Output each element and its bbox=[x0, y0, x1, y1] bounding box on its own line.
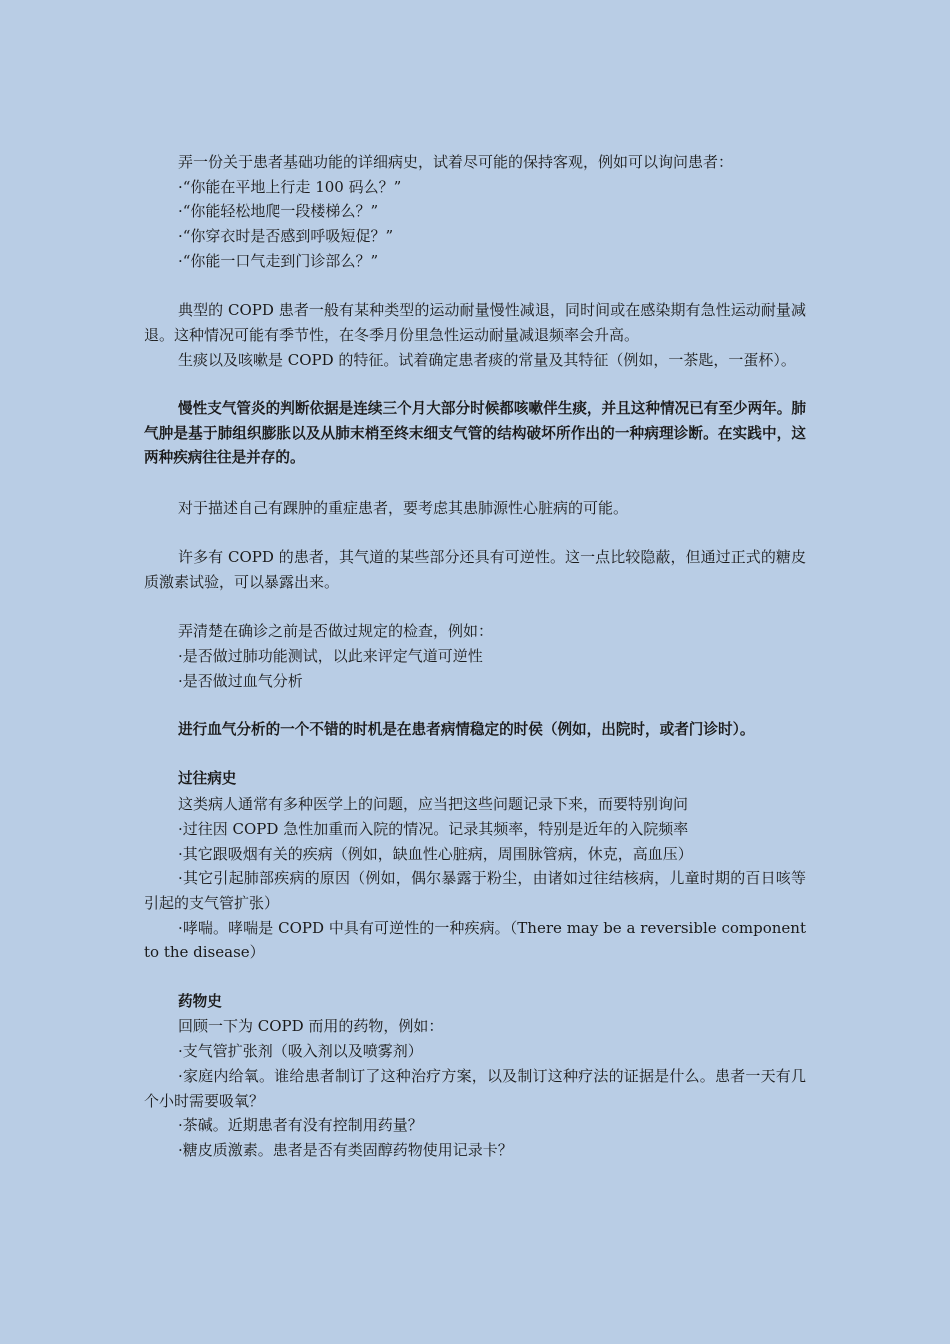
past-history-item: ·其它跟吸烟有关的疾病（例如，缺血性心脏病，周围脉管病，休克，高血压） bbox=[178, 844, 693, 863]
paragraph-copd-sputum: 生痰以及咳嗽是 COPD 的特征。试着确定患者痰的常量及其特征（例如，一茶匙，一蛋杯）。 bbox=[178, 350, 796, 369]
heading-drug-history: 药物史 bbox=[178, 992, 222, 1010]
question-item: ·“你能一口气走到门诊部么？” bbox=[178, 251, 379, 270]
question-item: ·“你穿衣时是否感到呼吸短促？” bbox=[178, 227, 394, 246]
paragraph-gap bbox=[144, 521, 806, 546]
question-item: ·“你能轻松地爬一段楼梯么？” bbox=[178, 202, 379, 221]
drug-history-item: ·茶碱。近期患者有没有控制用药量？ bbox=[178, 1116, 423, 1135]
past-history-item: ·哮喘。哮喘是 COPD 中具有可逆性的一种疾病。（There may be a reversible component to the disease） bbox=[144, 918, 806, 962]
checks-intro: 弄清楚在确诊之前是否做过规定的检查，例如： bbox=[178, 622, 494, 641]
drug-history-item: ·糖皮质激素。患者是否有类固醇药物使用记录卡？ bbox=[178, 1141, 513, 1159]
paragraph-copd-exercise: 典型的 COPD 患者一般有某种类型的运动耐量慢性减退，同时间或在感染期有急性运动耐量减退。这种情况可能有季节性，在冬季月份里急性运动耐量减退频率会升高。 bbox=[144, 301, 806, 344]
paragraph-gap bbox=[144, 471, 806, 496]
paragraph-reversibility: 许多有 COPD 的患者，其气道的某些部分还具有可逆性。这一点比较隐蔽，但通过正式的糖皮质激素试验，可以暴露出来。 bbox=[144, 548, 806, 591]
drug-history-item: ·支气管扩张剂（吸入剂以及喷雾剂） bbox=[178, 1042, 423, 1061]
drug-history-item: ·家庭内给氧。谁给患者制订了这种治疗方案，以及制订这种疗法的证据是什么。患者一天有几个小时需要吸氧？ bbox=[144, 1066, 806, 1110]
history-intro: 弄一份关于患者基础功能的详细病史，试着尽可能的保持客观，例如可以询问患者： bbox=[178, 153, 734, 171]
paragraph-gap bbox=[144, 743, 806, 768]
past-history-intro: 这类病人通常有多种医学上的问题，应当把这些问题记录下来，而要特别询问 bbox=[178, 795, 689, 814]
heading-past-history: 过往病史 bbox=[178, 770, 237, 788]
check-item: ·是否做过血气分析 bbox=[178, 671, 303, 690]
bold-paragraph-blood-gas: 进行血气分析的一个不错的时机是在患者病情稳定的时侯（例如，出院时，或者门诊时）。 bbox=[178, 721, 755, 739]
paragraph-gap bbox=[144, 372, 806, 397]
drug-history-intro: 回顾一下为 COPD 而用的药物，例如： bbox=[178, 1017, 444, 1036]
question-item: ·“你能在平地上行走 100 码么？” bbox=[178, 177, 402, 196]
check-item: ·是否做过肺功能测试，以此来评定气道可逆性 bbox=[178, 646, 483, 665]
paragraph-gap bbox=[144, 595, 806, 620]
paragraph-gap bbox=[144, 965, 806, 990]
paragraph-ankle-swelling: 对于描述自己有踝肿的重症患者，要考虑其患肺源性心脏病的可能。 bbox=[178, 498, 629, 517]
paragraph-gap bbox=[144, 693, 806, 718]
past-history-item: ·其它引起肺部疾病的原因（例如，偶尔暴露于粉尘，由诸如过往结核病，儿童时期的百日咳等引起的支气管扩张） bbox=[144, 869, 806, 912]
bold-paragraph-diagnosis: 慢性支气管炎的判断依据是连续三个月大部分时候都咳嗽伴生痰，并且这种情况已有至少两年。肺气肿是基于肺组织膨胀以及从肺末梢至终末细支气管的结构破坏所作出的一种病理诊断。在实践中，这两种疾病往往是并存的。 bbox=[144, 400, 806, 467]
past-history-item: ·过往因 COPD 急性加重而入院的情况。记录其频率，特别是近年的入院频率 bbox=[178, 819, 689, 838]
paragraph-gap bbox=[144, 274, 806, 299]
document-page bbox=[144, 150, 806, 1163]
